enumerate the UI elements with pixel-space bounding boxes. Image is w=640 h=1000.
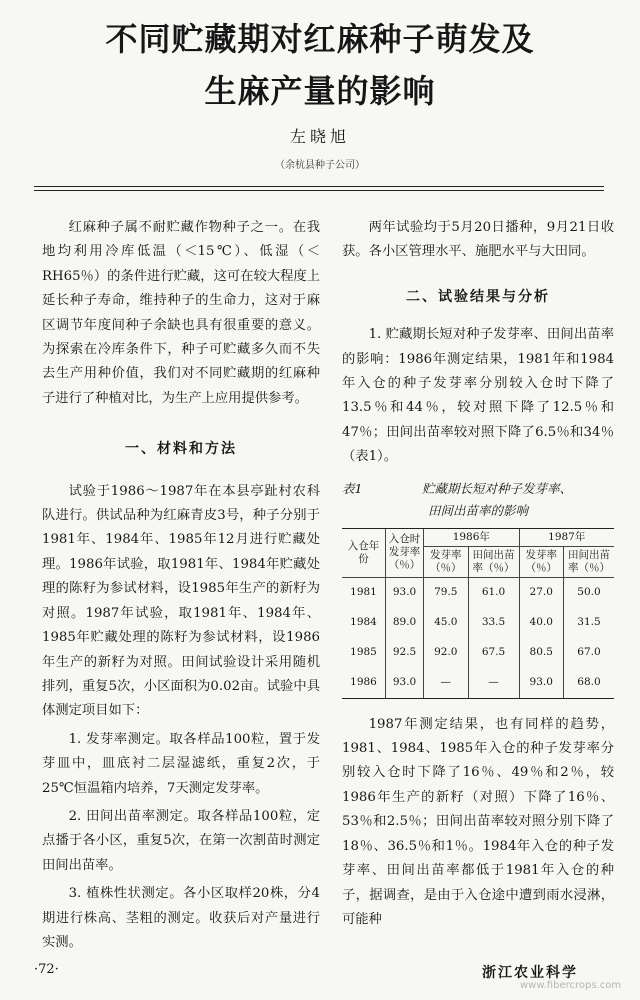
cell-germination-1986: — — [424, 668, 468, 699]
header-initial-germination: 入仓时发芽率（％） — [386, 528, 424, 577]
section-heading-materials: 一、材料和方法 — [125, 441, 237, 458]
table-caption-line2: 田间出苗率的影响 — [428, 502, 529, 518]
cell-field-1986: 33.5 — [468, 608, 519, 638]
header-rule — [34, 186, 604, 187]
header-field-1987: 田间出苗率（％） — [563, 546, 614, 577]
item-germination: 1. 发芽率测定。取各样品100粒，置于发芽皿中，皿底衬二层湿滤纸，重复2次，于25℃恒温箱内培养，7天测定发芽率。 — [42, 731, 320, 796]
cell-field-1986: 67.5 — [468, 638, 519, 668]
cell-initial: 93.0 — [386, 668, 424, 699]
table-caption-line1: 贮藏期长短对种子发芽率、 — [422, 480, 573, 496]
cell-initial: 89.0 — [386, 608, 424, 638]
header-1987: 1987年 — [519, 528, 614, 546]
table-caption — [342, 478, 614, 522]
cell-year: 1984 — [350, 616, 377, 629]
header-rule-thin — [34, 190, 604, 191]
cell-initial: 93.0 — [386, 577, 424, 608]
table-row — [342, 638, 614, 668]
table-row — [342, 668, 614, 699]
cell-field-1987: 31.5 — [563, 608, 614, 638]
item-field-emergence: 2. 田间出苗率测定。取各样品100粒，定点播于各小区，重复5次，在第一次割苗时测定田间出苗率。 — [42, 808, 320, 873]
cell-germination-1986: 92.0 — [424, 638, 468, 668]
sowing-paragraph: 两年试验均于5月20日播种，9月21日收获。各小区管理水平、施肥水平与大田同。 — [342, 220, 614, 260]
cell-field-1987: 68.0 — [563, 668, 614, 699]
cell-germination-1987: 80.5 — [519, 638, 563, 668]
title-line-2: 生麻产量的影响 — [204, 72, 436, 110]
title-line-1: 不同贮藏期对红麻种子萌发及 — [105, 20, 535, 58]
left-column — [42, 216, 320, 955]
header-1986: 1986年 — [424, 528, 519, 546]
author: 左晓旭 — [289, 127, 350, 146]
cell-germination-1986: 45.0 — [424, 608, 468, 638]
cell-initial: 92.5 — [386, 638, 424, 668]
table-label: 表1 — [342, 480, 363, 496]
item-plant-traits: 3. 植株性状测定。各小区取样20株，分4期进行株高、茎粗的测定。收获后对产量进行实测。 — [42, 886, 320, 950]
cell-year: 1985 — [350, 646, 377, 659]
header-germination-1987: 发芽率（％） — [519, 546, 563, 577]
intro-paragraph: 红麻种子属不耐贮藏作物种子之一。在我地均利用冷库低温（＜15℃）、低湿（＜RH65％）的条件进行贮藏，这可在较大程度上延长种子寿命，维持种子的生命力，这对于麻区调节年度间种子余缺也具有很重要的意义。为探索在冷库条件下，种子可贮藏多久而不失去生产用种价值，我们对不同贮藏期的红麻种子进行了种植对比，为生产上应用提供参考。 — [42, 220, 320, 406]
page-number: ·72· — [34, 962, 59, 977]
table-row — [342, 608, 614, 638]
cell-year: 1986 — [342, 668, 386, 699]
result-paragraph-1986: 1. 贮藏期长短对种子发芽率、田间出苗率的影响：1986年测定结果，1981年和1984年入仓的种子发芽率分别较入仓时下降了13.5％和44％，较对照下降了12.5％和47％；田间出苗率较对照下降了6.5％和34％（表1）。 — [342, 327, 614, 465]
cell-germination-1987: 27.0 — [519, 577, 563, 608]
cell-field-1986: — — [468, 668, 519, 699]
section-heading-results: 二、试验结果与分析 — [406, 288, 550, 305]
right-column — [342, 216, 614, 932]
watermark: www.fibercrops.com — [520, 980, 622, 991]
cell-field-1987: 50.0 — [563, 577, 614, 608]
journal-name: 浙江农业科学 — [482, 965, 578, 981]
cell-field-1986: 61.0 — [468, 577, 519, 608]
cell-germination-1987: 93.0 — [519, 668, 563, 699]
header-storage-year: 入仓年份 — [342, 528, 386, 577]
cell-germination-1987: 40.0 — [519, 608, 563, 638]
cell-germination-1986: 79.5 — [424, 577, 468, 608]
cell-year: 1981 — [350, 586, 377, 599]
table-row — [342, 577, 614, 608]
result-paragraph-1987: 1987年测定结果，也有同样的趋势，1981、1984、1985年入仓的种子发芽率分别较入仓时下降了16％、49％和2％，较1986年生产的新籽（对照）下降了16％、53％和2.5％；田间出苗率较对照分别下降了18％、36.5％和1％。1984年入仓的种子发芽率、田间出苗率都低于1981年入仓的种子，据调查，是由于入仓途中遭到雨水浸淋，可能种 — [342, 716, 614, 927]
methods-paragraph: 试验于1986～1987年在本县亭趾村农科队进行。供试品种为红麻青皮3号，种子分别于1981年、1984年、1985年12月进行贮藏处理。1986年试验，取1981年、1984年贮藏处理的陈籽为参试材料，设1985年生产的新籽为对照。1987年试验，取1981年、1984年、1985年贮藏处理的陈籽为参试材料，设1986年生产的新籽为对照。田间试验设计采用随机排列，重复5次，小区面积为0.02亩。试验中具体测定项目如下： — [42, 483, 320, 719]
germination-table — [342, 528, 614, 699]
cell-field-1987: 67.0 — [563, 638, 614, 668]
header-germination-1986: 发芽率（％） — [424, 546, 468, 577]
affiliation: （余杭县种子公司） — [275, 160, 365, 171]
header-field-1986: 田间出苗率（％） — [468, 546, 519, 577]
